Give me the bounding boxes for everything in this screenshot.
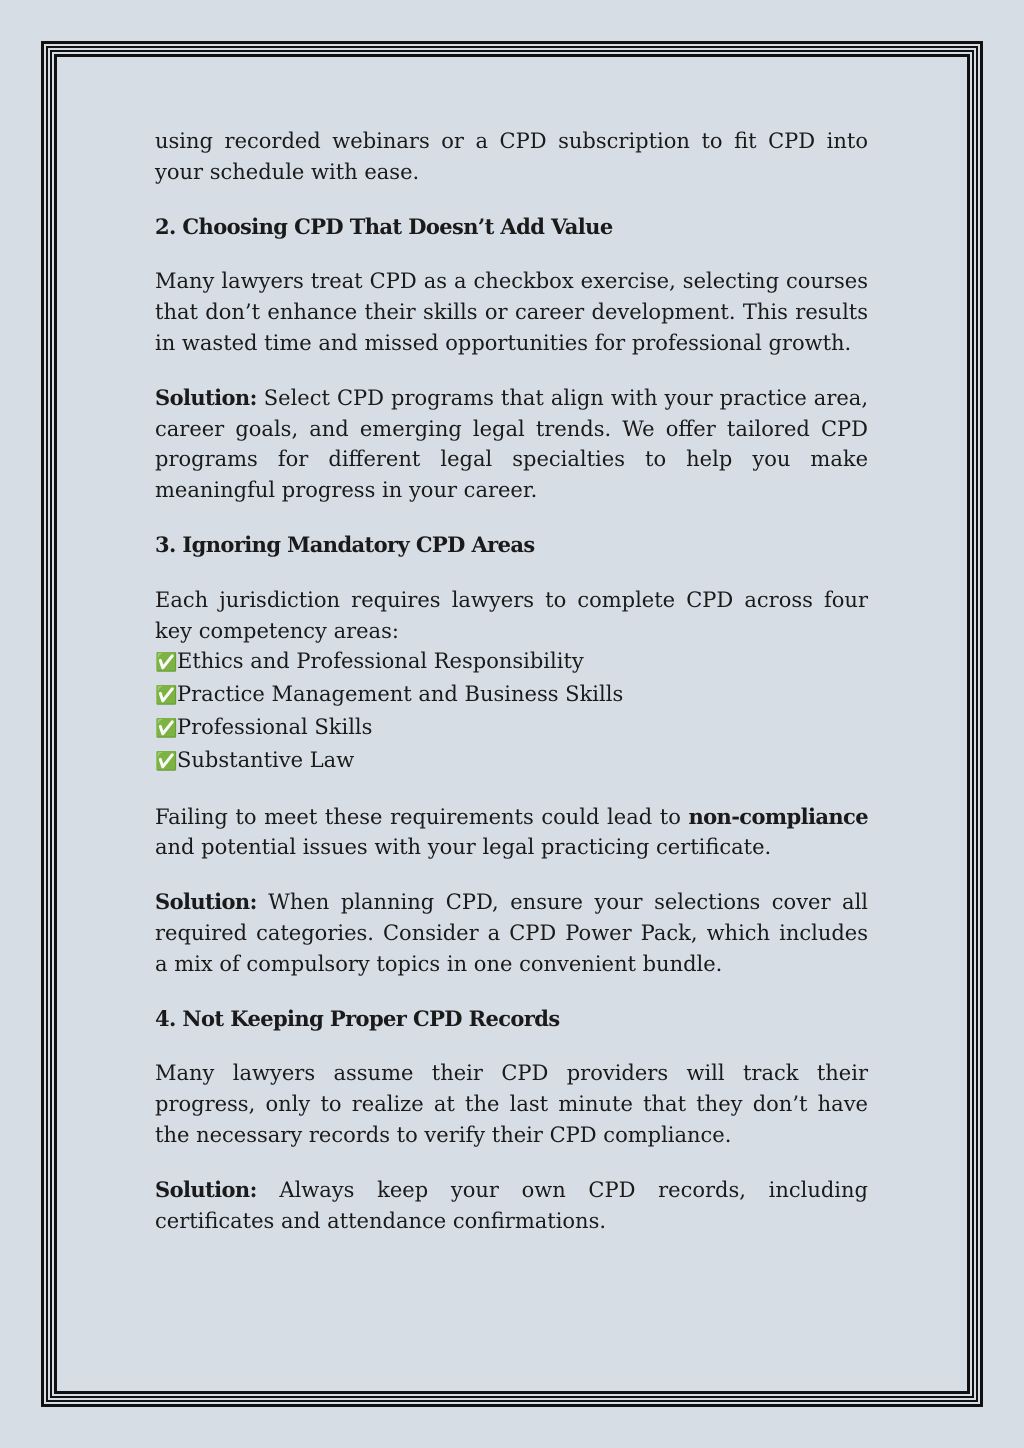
- section-2-heading: 2. Choosing CPD That Doesn’t Add Value: [155, 213, 613, 239]
- solution-text: Always keep your own CPD records, including certificates and attendance confirmations.: [155, 1177, 868, 1233]
- intro-paragraph: using recorded webinars or a CPD subscription to fit CPD into your schedule with ease.: [155, 129, 868, 184]
- section-4-paragraph: Many lawyers assume their CPD providers will track their progress, only to realize at the last minute that they don’t have the necessary records to verify their CPD compliance.: [155, 1061, 868, 1147]
- section-2-solution: [155, 383, 868, 506]
- paragraph-text: and potential issues with your legal practicing certificate.: [155, 835, 772, 860]
- competency-list: [155, 646, 868, 777]
- section-3-paragraph-2: [155, 802, 868, 864]
- solution-text: Select CPD programs that align with your practice area, career goals, and emerging legal trends. We offer tailored CPD programs for different legal specialties to help you make meaningful progress in your career.: [155, 385, 868, 503]
- solution-label: Solution:: [155, 889, 257, 915]
- section-4-solution: [155, 1175, 868, 1237]
- check-mark-icon: ✅: [155, 717, 178, 739]
- list-item: [155, 745, 868, 778]
- section-3-paragraph: Each jurisdiction requires lawyers to complete CPD across four key competency areas:: [155, 587, 868, 643]
- solution-label: Solution:: [155, 384, 257, 410]
- paragraph-text: Failing to meet these requirements could lead to: [155, 804, 689, 829]
- section-2-paragraph: Many lawyers treat CPD as a checkbox exercise, selecting courses that don’t enhance their skills or career development. This results in wasted time and missed opportunities for professional growth.: [155, 269, 868, 355]
- solution-label: Solution:: [155, 1176, 257, 1202]
- solution-text: When planning CPD, ensure your selections cover all required categories. Consider a CPD Power Pack, which includes a mix of compulsory topics in one convenient bundle.: [155, 890, 868, 976]
- non-compliance-emphasis: non-compliance: [688, 803, 868, 829]
- list-item: [155, 712, 868, 745]
- section-3-solution: [155, 887, 868, 979]
- check-mark-icon: ✅: [155, 685, 178, 707]
- list-item: [155, 679, 868, 712]
- section-3-heading: 3. Ignoring Mandatory CPD Areas: [155, 531, 535, 557]
- section-4-heading: 4. Not Keeping Proper CPD Records: [155, 1005, 560, 1031]
- document-body: [155, 126, 868, 1236]
- list-item-label: Ethics and Professional Responsibility: [177, 649, 584, 674]
- check-mark-icon: ✅: [155, 652, 178, 674]
- list-item: [155, 646, 868, 679]
- list-item-label: Substantive Law: [177, 747, 355, 772]
- list-item-label: Practice Management and Business Skills: [177, 682, 624, 707]
- check-mark-icon: ✅: [155, 750, 178, 772]
- list-item-label: Professional Skills: [177, 714, 373, 739]
